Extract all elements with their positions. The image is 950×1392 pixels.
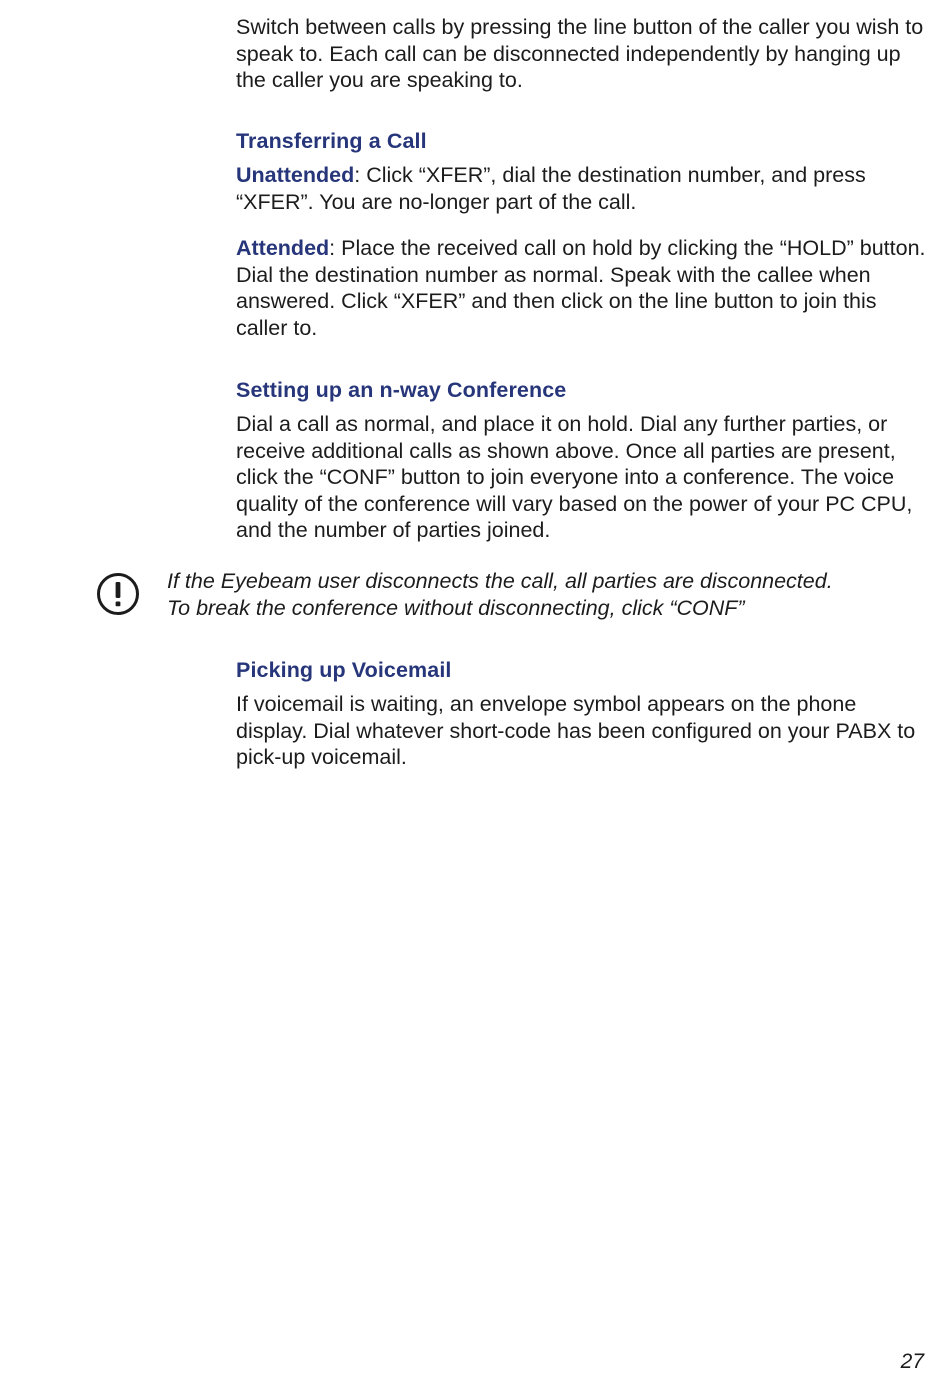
voicemail-paragraph: If voicemail is waiting, an envelope symbol appears on the phone display. Dial whatever short-code has been configured on your PABX to pick-up voicemail. (236, 692, 916, 770)
transfer-heading: Transferring a Call (236, 129, 427, 153)
intro-section (236, 14, 926, 94)
exclamation-circle-icon (96, 572, 140, 616)
unattended-paragraph (236, 162, 926, 215)
conference-section (236, 377, 926, 544)
transfer-section (236, 128, 926, 342)
note-line-2: To break the conference without disconnecting, click “CONF” (167, 595, 745, 620)
attended-term: Attended (236, 236, 330, 261)
unattended-term: Unattended (236, 163, 355, 187)
page-number: 27 (900, 1350, 924, 1373)
conference-heading: Setting up an n-way Conference (236, 378, 567, 402)
voicemail-section (236, 657, 926, 771)
conference-note (167, 568, 927, 621)
attended-text: : Place the received call on hold by clicking the “HOLD” button. Dial the destination number as normal. Speak with the callee when answered. Click “XFER” and then click on the line button to join this caller to. (236, 236, 926, 340)
voicemail-heading: Picking up Voicemail (236, 658, 452, 682)
unattended-text: : Click “XFER”, dial the destination number, and press “XFER”. You are no-longer part of the call. (236, 163, 866, 214)
conference-paragraph: Dial a call as normal, and place it on hold. Dial any further parties, or receive additional calls as shown above. Once all parties are present, click the “CONF” button to join everyone into a conference. The voice quality of the conference will vary based on the power of your PC CPU, and the number of parties joined. (236, 412, 913, 543)
intro-paragraph: Switch between calls by pressing the line button of the caller you wish to speak to. Each call can be disconnected independently by hanging up the caller you are speaking to. (236, 15, 924, 93)
attended-paragraph (236, 235, 926, 341)
note-line-1: If the Eyebeam user disconnects the call, all parties are disconnected. (167, 569, 833, 593)
